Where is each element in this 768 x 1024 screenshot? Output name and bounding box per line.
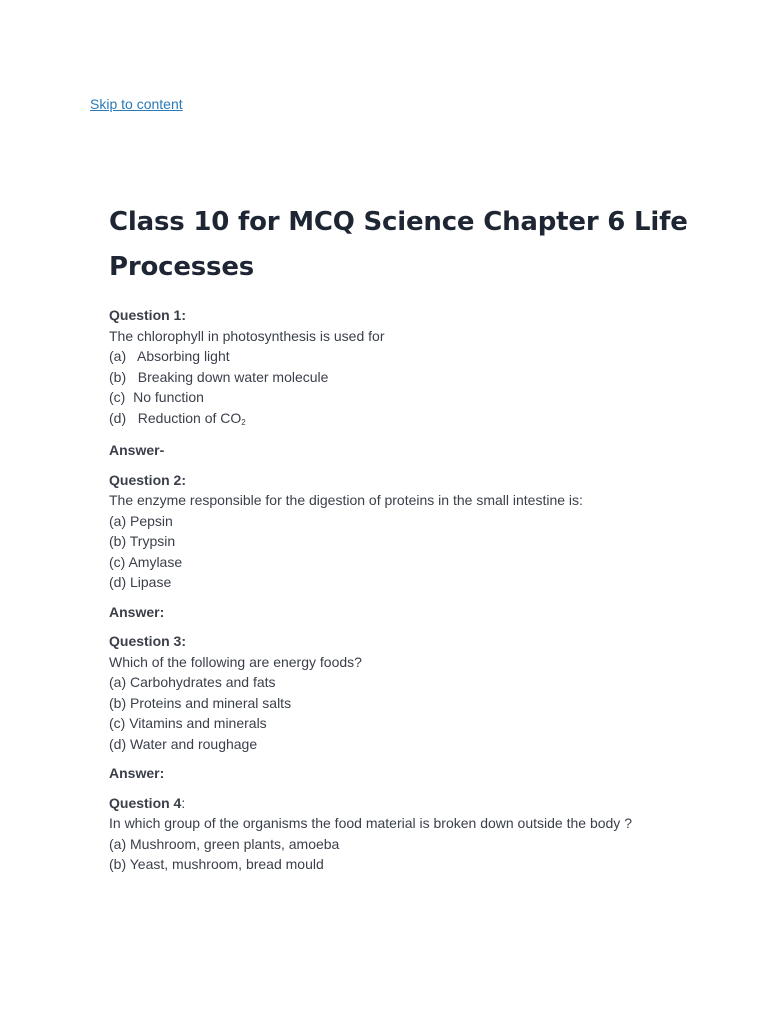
option-c: (c) Amylase — [109, 553, 183, 570]
option-d-text: (d) Reduction of CO — [109, 409, 242, 426]
heading-colon: : — [181, 794, 186, 811]
skip-to-content-link[interactable]: Skip to content — [90, 96, 183, 112]
question-4 — [109, 793, 689, 875]
option-d: (d) Lipase — [109, 574, 172, 590]
question-heading-row — [109, 793, 689, 814]
option-d: (d) Water and roughage — [109, 735, 258, 752]
question-text: The chlorophyll in photosynthesis is used for — [109, 327, 385, 344]
option-b: (b) Proteins and mineral salts — [109, 694, 292, 711]
question-text: The enzyme responsible for the digestion of proteins in the small intestine is: — [109, 492, 583, 508]
question-2 — [109, 470, 689, 623]
option-a: (a) Absorbing light — [109, 348, 230, 364]
option-b: (b) Yeast, mushroom, bread mould — [109, 856, 324, 872]
question-text: Which of the following are energy foods? — [109, 653, 362, 670]
answer-label: Answer- — [109, 442, 165, 458]
question-heading: Question 4 — [109, 794, 182, 811]
option-b: (b) Trypsin — [109, 533, 176, 549]
question-text: In which group of the organisms the food material is broken down outside the body ? — [109, 815, 632, 831]
answer-label: Answer: — [109, 765, 165, 781]
option-a: (a) Carbohydrates and fats — [109, 674, 276, 690]
question-heading: Question 1: — [109, 307, 187, 323]
option-a: (a) Mushroom, green plants, amoeba — [109, 835, 340, 852]
question-list — [109, 305, 689, 875]
question-3 — [109, 631, 689, 784]
option-b: (b) Breaking down water molecule — [109, 368, 329, 385]
answer-label: Answer: — [109, 603, 165, 620]
article — [109, 200, 689, 884]
question-1 — [109, 305, 689, 461]
option-c: (c) Vitamins and minerals — [109, 715, 267, 731]
option-c: (c) No function — [109, 389, 204, 405]
subscript-two: 2 — [241, 417, 246, 427]
question-heading: Question 3: — [109, 633, 187, 649]
page-title: Class 10 for MCQ Science Chapter 6 Life Processes — [109, 207, 688, 282]
question-heading: Question 2: — [109, 471, 187, 488]
option-a: (a) Pepsin — [109, 512, 173, 529]
option-d — [109, 408, 689, 432]
